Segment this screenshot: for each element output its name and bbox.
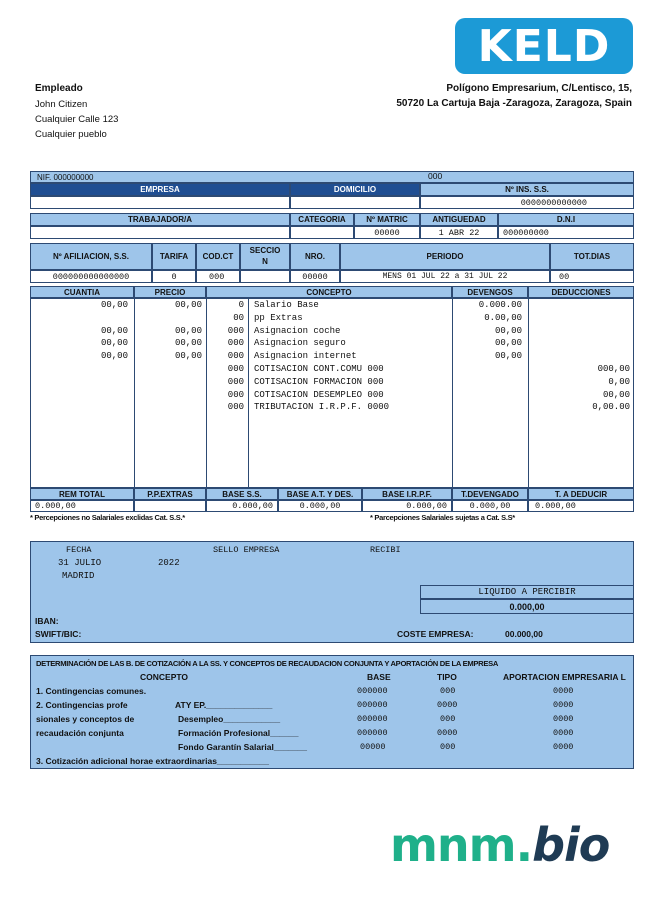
sello-label: SELLO EMPRESA: [213, 545, 280, 555]
line-concepto: COTISACION CONT.COMU 000: [254, 364, 384, 374]
line-devengo: 00,00: [494, 338, 522, 349]
precio-header: PRECIO: [134, 286, 206, 298]
empresa-header: EMPRESA: [30, 183, 290, 196]
note-right: * Parcepciones Salariales sujetas a Cat. S.S*: [370, 513, 515, 522]
cot-concepto: CONCEPTO: [140, 672, 189, 682]
nro-header: NRO.: [290, 243, 340, 270]
pp-extras-value: [134, 500, 206, 512]
domicilio-header: DOMICILIO: [290, 183, 420, 196]
line-precio: 00,00: [174, 338, 202, 349]
cot-a1: 0000: [553, 700, 574, 710]
line-concepto: Salario Base: [254, 300, 319, 310]
cot-c2c: recaudación conjunta: [36, 728, 124, 738]
cot-r3: Formación Profesional______: [178, 728, 299, 738]
trabajador-value: [30, 226, 290, 239]
domicilio-value: [290, 196, 420, 209]
line-code: 00: [233, 312, 244, 323]
line-cuantia: 00,00: [100, 325, 128, 336]
base-at-value: 0.000,00: [278, 500, 362, 512]
periodo-value: MENS 01 JUL 22 a 31 JUL 22: [340, 270, 550, 283]
cot-a3: 0000: [553, 728, 574, 738]
line-deduccion: 00,00: [602, 389, 630, 400]
cot-r2: Desempleo____________: [178, 714, 281, 724]
nif-row: [30, 171, 634, 183]
t-deducir-header: T. A DEDUCIR: [528, 488, 634, 500]
nro-value: 00000: [290, 270, 340, 283]
cot-base: BASE: [367, 672, 391, 682]
codct-header: COD.CT: [196, 243, 240, 270]
line-cuantia: 00,00: [100, 338, 128, 349]
base-at-header: BASE A.T. Y DES.: [278, 488, 362, 500]
line-code: 000: [227, 389, 244, 400]
line-deduccion: 000,00: [597, 364, 630, 374]
trabajador-header: TRABAJADOR/A: [30, 213, 290, 226]
cot-a0: 0000: [553, 686, 574, 696]
line-devengo: 00,00: [494, 325, 522, 336]
employee-name: John Citizen: [35, 99, 88, 110]
employee-street: Cualquier Calle 123: [35, 114, 119, 125]
tarifa-value: 0: [152, 270, 196, 283]
pay-year: 2022: [158, 558, 180, 568]
swift-label: SWIFT/BIC:: [35, 629, 82, 639]
cot-b2: 000000: [357, 714, 388, 724]
pay-date: 31 JULIO: [58, 558, 102, 568]
cot-b3: 000000: [357, 728, 388, 738]
categoria-header: CATEGORIA: [290, 213, 354, 226]
cot-title: DETERMINACIÓN DE LAS B. DE COTIZACIÓN A LA SS. Y CONCEPTOS DE RECAUDACION CONJUNTA Y APORTACIÓN DE LA EMPRESA: [36, 659, 499, 668]
line-code: 000: [227, 338, 244, 349]
cot-b4: 00000: [360, 742, 386, 752]
line-code: 000: [227, 364, 244, 374]
line-concepto: COTISACION FORMACION 000: [254, 376, 384, 387]
base-irpf-value: 0.000,00: [362, 500, 452, 512]
dni-value: 000000000: [498, 226, 634, 239]
line-cuantia: 00,00: [100, 300, 128, 310]
employee-heading: Empleado: [35, 83, 83, 94]
cot-c2a: 2. Contingencias profe: [36, 700, 128, 710]
line-code: 000: [227, 376, 244, 387]
pp-extras-header: P.P.EXTRAS: [134, 488, 206, 500]
base-ss-header: BASE S.S.: [206, 488, 278, 500]
line-concepto: COTISACION DESEMPLEO 000: [254, 389, 384, 400]
company-address-1: Polígono Empresarium, C/Lentisco, 15,: [446, 83, 632, 94]
recibi-label: RECIBI: [370, 545, 401, 555]
watermark-left: mnm.: [390, 818, 533, 872]
antiguedad-value: 1 ABR 22: [420, 226, 498, 239]
cot-a4: 0000: [553, 742, 574, 752]
totdias-value: 00: [550, 270, 634, 283]
cot-b1: 000000: [357, 700, 388, 710]
coste-value: 00.000,00: [505, 629, 543, 639]
t-devengado-value: 0.000,00: [452, 500, 528, 512]
employee-town: Cualquier pueblo: [35, 129, 107, 140]
cot-c1: 1. Contingencias comunes.: [36, 686, 147, 696]
cot-t2: 000: [440, 714, 456, 724]
rem-total-value: 0.000,00: [30, 500, 134, 512]
codct-value: 000: [196, 270, 240, 283]
cot-r1: ATY EP.______________: [175, 700, 273, 710]
cot-c2b: sionales y conceptos de: [36, 714, 135, 724]
liquido-value: 0.000,00: [420, 599, 634, 614]
tarifa-header: TARIFA: [152, 243, 196, 270]
line-precio: 00,00: [174, 351, 202, 362]
devengos-header: DEVENGOS: [452, 286, 528, 298]
cot-tipo: TIPO: [437, 672, 457, 682]
fecha-label: FECHA: [66, 545, 92, 555]
antiguedad-header: ANTIGUEDAD: [420, 213, 498, 226]
cot-c3: 3. Cotización adicional horae extraordinarias___________: [36, 756, 269, 766]
cot-t1: 0000: [437, 700, 458, 710]
rem-total-header: REM TOTAL: [30, 488, 134, 500]
line-precio: 00,00: [174, 300, 202, 310]
t-deducir-value: 0.000,00: [528, 500, 634, 512]
line-concepto: pp Extras: [254, 312, 303, 323]
line-devengo: 0.00,00: [484, 312, 522, 323]
nins-header: Nº INS. S.S.: [420, 183, 634, 196]
company-address-2: 50720 La Cartuja Baja -Zaragoza, Zaragoza, Spain: [396, 98, 632, 109]
nif: NIF. 000000000: [37, 172, 94, 182]
line-code: 0: [238, 300, 244, 310]
note-left: * Percepciones no Salariales exclidas Cat. S.S.*: [30, 513, 185, 522]
line-concepto: Asignacion coche: [254, 325, 341, 336]
cot-b0: 000000: [357, 686, 388, 696]
categoria-value: [290, 226, 354, 239]
line-code: 000: [227, 402, 244, 413]
watermark-brand: [390, 818, 609, 872]
cot-aport: APORTACION EMPRESARIA L: [503, 672, 626, 682]
cot-a2: 0000: [553, 714, 574, 724]
concepto-header: CONCEPTO: [206, 286, 452, 298]
cot-r4: Fondo Garantín Salarial_______: [178, 742, 307, 752]
cot-t4: 000: [440, 742, 456, 752]
base-irpf-header: BASE I.R.P.F.: [362, 488, 452, 500]
afiliacion-value: 000000000000000: [30, 270, 152, 283]
line-deduccion: 0,00: [608, 376, 630, 387]
totdias-header: TOT.DIAS: [550, 243, 634, 270]
liquido-label: LIQUIDO A PERCIBIR: [420, 585, 634, 599]
line-deduccion: 0,00.00: [592, 402, 630, 413]
cot-t3: 0000: [437, 728, 458, 738]
iban-label: IBAN:: [35, 616, 59, 626]
line-concepto: Asignacion internet: [254, 351, 357, 362]
pay-city: MADRID: [62, 571, 95, 581]
seccion-value: [240, 270, 290, 283]
coste-label: COSTE EMPRESA:: [397, 629, 474, 639]
line-cuantia: 00,00: [100, 351, 128, 362]
nmatric-header: Nº MATRIC: [354, 213, 420, 226]
nif-code: 000: [428, 171, 443, 181]
line-devengo: 0.000.00: [478, 300, 522, 310]
nins-value: 0000000000000: [420, 196, 634, 209]
line-code: 000: [227, 351, 244, 362]
base-ss-value: 0.000,00: [206, 500, 278, 512]
company-logo: KELD: [455, 18, 633, 74]
seccion-header: SECCIO N: [240, 243, 290, 270]
deducciones-header: DEDUCCIONES: [528, 286, 634, 298]
periodo-header: PERIODO: [340, 243, 550, 270]
cot-t0: 000: [440, 686, 456, 696]
nmatric-value: 00000: [354, 226, 420, 239]
line-concepto: TRIBUTACION I.R.P.F. 0000: [254, 402, 390, 413]
dni-header: D.N.I: [498, 213, 634, 226]
t-devengado-header: T.DEVENGADO: [452, 488, 528, 500]
watermark-right: bio: [532, 818, 610, 872]
line-concepto: Asignacion seguro: [254, 338, 346, 349]
line-precio: 00,00: [174, 325, 202, 336]
empresa-value: [30, 196, 290, 209]
line-devengo: 00,00: [494, 351, 522, 362]
afiliacion-header: Nº AFILIACION, S.S.: [30, 243, 152, 270]
line-code: 000: [227, 325, 244, 336]
cuantia-header: CUANTIA: [30, 286, 134, 298]
